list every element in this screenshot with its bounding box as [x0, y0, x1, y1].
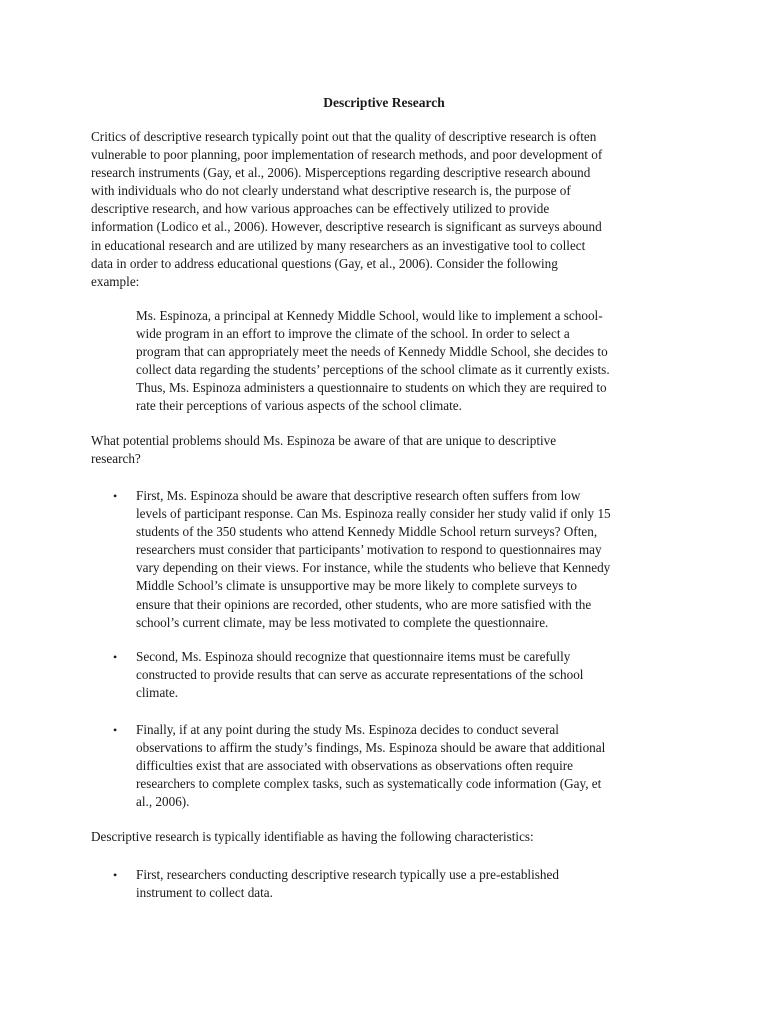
characteristics-intro — [91, 828, 681, 846]
problem-line: constructed to provide results that can serve as accurate representations of the school — [136, 667, 584, 683]
problem-line: climate. — [136, 685, 179, 701]
problem-line: First, Ms. Espinoza should be aware that descriptive research often suffers from low — [136, 488, 581, 503]
quote-line: Ms. Espinoza, a principal at Kennedy Middle School, would like to implement a school- — [136, 308, 603, 323]
page-title: Descriptive Research — [323, 95, 445, 110]
intro-paragraph — [91, 128, 681, 291]
intro-line: in educational research and are utilized by many researchers as an investigative tool to collect — [91, 237, 586, 253]
problem-text — [136, 721, 686, 811]
problem-line: Second, Ms. Espinoza should recognize that questionnaire items must be carefully — [136, 649, 571, 664]
problem-line: students of the 350 students who attend Kennedy Middle School return surveys? Often, — [136, 524, 598, 540]
intro-line: data in order to address educational questions (Gay, et al., 2006). Consider the following — [91, 255, 558, 271]
problem-line: vary depending on their views. For instance, while the students who believe that Kennedy — [136, 560, 611, 576]
intro-line: example: — [91, 273, 140, 289]
question-line: What potential problems should Ms. Espinoza be aware of that are unique to descriptive — [91, 433, 557, 448]
problem-line: levels of participant response. Can Ms. Espinoza really consider her study valid if only 15 — [136, 506, 611, 522]
bullet-icon: • — [113, 650, 118, 664]
intro-line: with individuals who do not clearly understand what descriptive research is, the purpose of — [91, 183, 571, 199]
bullet-icon: • — [113, 489, 118, 503]
intro-line: Critics of descriptive research typically point out that the quality of descriptive research is often — [91, 129, 597, 144]
quote-line: wide program in an effort to improve the climate of the school. In order to select a — [136, 326, 570, 342]
example-block-quote — [136, 307, 681, 416]
problem-line: al., 2006). — [136, 794, 190, 810]
quote-line: Thus, Ms. Espinoza administers a questionnaire to students on which they are required to — [136, 380, 607, 396]
problem-line: Middle School’s climate is unsupportive may be more likely to complete surveys to — [136, 578, 577, 594]
quote-line: program that can appropriately meet the needs of Kennedy Middle School, she decides to — [136, 344, 608, 360]
quote-line: collect data regarding the students’ perceptions of the school climate as it currently exists. — [136, 362, 610, 378]
intro-line: information (Lodico et al., 2006). However, descriptive research is significant as surveys abound — [91, 219, 602, 235]
bullet-icon: • — [113, 723, 118, 737]
problem-line: observations to affirm the study’s findings, Ms. Espinoza should be aware that additional — [136, 740, 606, 756]
problem-line: researchers to complete complex tasks, such as systematically code information (Gay, et — [136, 776, 602, 792]
problem-line: school’s current climate, may be less motivated to complete the questionnaire. — [136, 614, 549, 630]
intro-line: research instruments (Gay, et al., 2006). Misperceptions regarding descriptive research abound — [91, 165, 591, 181]
problem-line: ensure that their opinions are recorded, other students, who are more satisfied with the — [136, 596, 592, 612]
problem-text — [136, 487, 686, 632]
problem-line: researchers must consider that participants’ motivation to respond to questionnaires may — [136, 542, 602, 558]
problem-line: difficulties exist that are associated with observations as observations often require — [136, 758, 574, 774]
characteristic-line: First, researchers conducting descriptive research typically use a pre-established — [136, 867, 559, 882]
quote-line: rate their perceptions of various aspects of the school climate. — [136, 398, 462, 414]
problem-line: Finally, if at any point during the study Ms. Espinoza decides to conduct several — [136, 722, 559, 737]
question-paragraph — [91, 432, 681, 468]
problem-text — [136, 648, 686, 702]
characteristic-line: instrument to collect data. — [136, 885, 273, 901]
characteristics-intro-line: Descriptive research is typically identifiable as having the following characteristics: — [91, 829, 534, 844]
bullet-icon: • — [113, 868, 118, 882]
intro-line: vulnerable to poor planning, poor implementation of research methods, and poor development of — [91, 147, 603, 163]
intro-line: descriptive research, and how various approaches can be effectively utilized to provide — [91, 201, 550, 217]
question-line: research? — [91, 451, 141, 467]
characteristic-text — [136, 866, 686, 902]
